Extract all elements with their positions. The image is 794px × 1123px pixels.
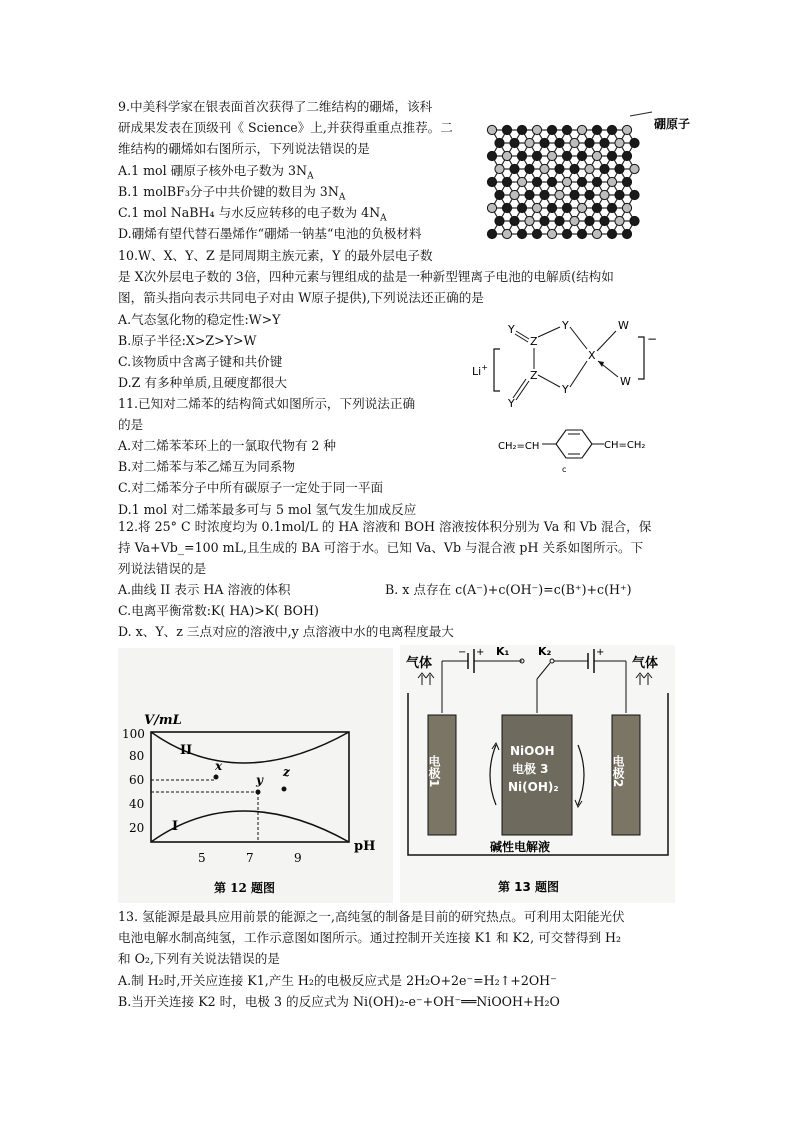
svg-text:Y: Y — [508, 397, 515, 410]
boron-atom — [532, 229, 541, 238]
boron-atom — [622, 229, 631, 238]
q11-option-c: C.对二烯苯分子中所有碳原子一定处于同一平面 — [118, 480, 384, 495]
svg-text:Y: Y — [562, 319, 569, 332]
boron-atom — [607, 229, 616, 238]
fig13-electrode-3-mid: 电极 3 — [512, 762, 549, 776]
q13-option-a: A.制 H₂时,开关应连接 K1,产生 H₂的电极反应式是 2H₂O+2e⁻=H₂↑+2OH⁻ — [118, 973, 557, 988]
boron-atom — [600, 190, 609, 199]
q9-option-c-text: C.1 mol NaBH₄ 与水反应转移的电子数为 4N — [118, 205, 381, 220]
q10-option-c: C.该物质中含离子键和共价键 — [118, 354, 283, 369]
boron-atom — [570, 164, 579, 173]
boron-atom — [540, 190, 549, 199]
q11-option-d: D.1 mol 对二烯苯最多可与 5 mol 氢气发生加成反应 — [118, 502, 417, 517]
boron-atom — [540, 138, 549, 147]
boron-atom — [525, 138, 534, 147]
boron-atom — [592, 203, 601, 212]
boron-atom — [502, 177, 511, 186]
boron-atom — [525, 216, 534, 225]
q13-stem-line1: 13. 氢能源是最具应用前景的能源之一,高纯氢的制备是目前的研究热点。可利用太阳能光伏 — [118, 909, 625, 924]
boron-atom — [592, 125, 601, 134]
boron-atom — [585, 190, 594, 199]
svg-text:Z: Z — [530, 369, 538, 382]
fig13-switch-k1: K₁ — [496, 645, 510, 658]
boron-atom — [630, 138, 639, 147]
boron-atom — [547, 125, 556, 134]
borophene-figure — [480, 100, 691, 260]
svg-text:Z: Z — [530, 335, 538, 348]
lithium-salt-structure — [470, 315, 670, 410]
boron-atom — [607, 203, 616, 212]
q9-option-b-sub: A — [338, 192, 346, 203]
boron-atom — [622, 151, 631, 160]
fig12-y-tick: 80 — [129, 749, 145, 763]
figure-13-electrolysis — [400, 645, 675, 903]
boron-atom — [570, 216, 579, 225]
svg-text:CH=CH₂: CH=CH₂ — [604, 440, 646, 451]
svg-text:Y: Y — [562, 383, 569, 396]
boron-atom — [532, 177, 541, 186]
q10-option-b: B.原子半径:X>Z>Y>W — [118, 333, 257, 348]
svg-text:X: X — [588, 349, 596, 362]
boron-atom — [630, 216, 639, 225]
q11-stem-line1: 11.已知对二烯苯的结构简式如图所示，下列说法正确 — [118, 396, 416, 411]
fig12-caption: 第 12 题图 — [214, 881, 276, 895]
figure-12-graph — [118, 648, 393, 903]
boron-atom — [630, 190, 639, 199]
boron-atom — [622, 203, 631, 212]
q9-option-a-text: A.1 mol 硼原子核外电子数为 3N — [118, 163, 308, 178]
boron-atom — [495, 190, 504, 199]
fig12-x-tick: 5 — [198, 851, 206, 865]
fig13-electrode-1: 电极1 — [427, 755, 441, 788]
boron-atom — [547, 151, 556, 160]
fig12-y-tick: 20 — [129, 821, 145, 835]
boron-atom — [577, 125, 586, 134]
boron-atom — [585, 216, 594, 225]
q13-option-b: B.当开关连接 K2 时，电极 3 的反应式为 Ni(OH)₂-e⁻+OH⁻══NiOOH+H₂O — [118, 994, 560, 1009]
boron-atom — [592, 177, 601, 186]
fig13-gas-right: 气体 — [632, 656, 659, 671]
boron-atom — [487, 229, 496, 238]
boron-atom — [607, 125, 616, 134]
boron-atom — [607, 151, 616, 160]
boron-atom — [592, 229, 601, 238]
boron-atom — [495, 164, 504, 173]
fig12-y-tick: 40 — [129, 797, 145, 811]
boron-atom — [555, 138, 564, 147]
boron-atom — [562, 177, 571, 186]
boron-atom — [547, 229, 556, 238]
q11-option-b: B.对二烯苯与苯乙烯互为同系物 — [118, 459, 295, 474]
q12-option-a: A.曲线 II 表示 HA 溶液的体积 — [118, 582, 291, 597]
boron-atom — [495, 216, 504, 225]
boron-atom — [540, 216, 549, 225]
boron-atom — [570, 138, 579, 147]
boron-atom — [502, 229, 511, 238]
fig13-switch-k2: K₂ — [538, 645, 552, 658]
q11-stem-line2: 的是 — [118, 417, 144, 432]
boron-atom — [577, 229, 586, 238]
fig12-y-axis-label: V/mL — [144, 713, 182, 728]
boron-atom — [562, 229, 571, 238]
boron-atom-label: 硼原子 — [654, 117, 691, 131]
q10-option-d: D.Z 有多种单质,且硬度都很大 — [118, 375, 287, 390]
boron-atom — [555, 164, 564, 173]
boron-atom — [510, 138, 519, 147]
q9-stem-line2: 研成果发表在顶级刊《 Science》上,并获得重重点推荐。二 — [118, 120, 453, 135]
boron-atom — [600, 216, 609, 225]
boron-atom — [555, 216, 564, 225]
boron-atom — [600, 164, 609, 173]
boron-atom — [517, 151, 526, 160]
boron-atom — [510, 190, 519, 199]
svg-text:−: − — [647, 332, 658, 346]
q9-stem-line3: 维结构的硼烯如右图所示，下列说法错误的是 — [118, 141, 370, 156]
boron-atom — [547, 177, 556, 186]
boron-atom — [487, 177, 496, 186]
svg-text:c: c — [562, 465, 567, 474]
q10-stem-line1: 10.W、X、Y、Z 是同周期主族元素，Y 的最外层电子数 — [118, 248, 433, 263]
fig13-electrolyte-label: 碱性电解液 — [490, 840, 551, 854]
fig12-x-tick: 7 — [246, 851, 254, 865]
boron-atom — [562, 125, 571, 134]
boron-atom — [540, 164, 549, 173]
boron-atom — [585, 164, 594, 173]
boron-atom — [615, 138, 624, 147]
q10-option-a: A.气态氢化物的稳定性:W>Y — [118, 312, 281, 327]
boron-atom — [510, 164, 519, 173]
fig13-gas-left: 气体 — [406, 656, 433, 671]
q10-stem-line2: 是 X次外层电子数的 3倍，四种元素与锂组成的盐是一种新型锂离子电池的电解质(结构如 — [118, 269, 614, 284]
svg-text:+: + — [476, 647, 485, 658]
svg-text:Y: Y — [508, 323, 515, 336]
fig12-y-tick: 100 — [122, 727, 145, 741]
fig13-electrode-3-bottom: Ni(OH)₂ — [508, 780, 559, 794]
boron-atom — [502, 125, 511, 134]
boron-atom — [525, 164, 534, 173]
fig12-point-z: z — [283, 765, 290, 779]
q9-option-a-sub: A — [307, 171, 314, 182]
fig13-electrode-3-top: NiOOH — [510, 744, 555, 758]
svg-text:+: + — [596, 647, 605, 658]
boron-atom — [517, 229, 526, 238]
divinylbenzene-structure — [496, 422, 676, 482]
fig12-x-tick: 9 — [294, 851, 302, 865]
svg-text:Li+: Li+ — [472, 363, 488, 378]
boron-atom — [510, 216, 519, 225]
q9-stem-line1: 9.中美科学家在银表面首次获得了二维结构的硼烯，该科 — [118, 99, 433, 114]
boron-atom — [532, 203, 541, 212]
boron-atom — [487, 125, 496, 134]
fig12-curve-1-label: I — [172, 819, 179, 834]
boron-atom — [495, 138, 504, 147]
q10-stem-line3: 图，箭头指向表示共同电子对由 W原子提供),下列说法还正确的是 — [118, 290, 484, 305]
boron-atom — [615, 216, 624, 225]
fig12-x-axis-label: pH — [354, 839, 376, 854]
boron-atom — [630, 164, 639, 173]
boron-atom — [525, 190, 534, 199]
svg-text:−: − — [458, 647, 467, 658]
fig12-y-tick: 60 — [129, 773, 145, 787]
boron-atom — [517, 125, 526, 134]
boron-atom — [577, 203, 586, 212]
boron-atom — [570, 190, 579, 199]
fig12-curve-2-label: II — [180, 743, 193, 758]
q12-stem-line2: 持 Va+Vb_=100 mL,且生成的 BA 可溶于水。已知 Va、Vb 与混合液 pH 关系如图所示。下 — [118, 540, 644, 555]
boron-atom — [532, 125, 541, 134]
boron-atom — [562, 151, 571, 160]
q9-option-b-text: B.1 molBF₃分子中共价键的数目为 3N — [118, 184, 339, 199]
boron-atom — [622, 125, 631, 134]
boron-atom — [607, 177, 616, 186]
boron-atom — [562, 203, 571, 212]
boron-atom — [622, 177, 631, 186]
q9-option-d: D.硼烯有望代替石墨烯作“硼烯一钠基“电池的负极材料 — [118, 226, 422, 241]
boron-atom — [592, 151, 601, 160]
boron-atom — [502, 203, 511, 212]
boron-atom — [487, 203, 496, 212]
boron-atom — [547, 203, 556, 212]
q12-stem-line3: 列说法错误的是 — [118, 561, 207, 576]
fig12-point-y: y — [256, 773, 263, 787]
boron-atom — [517, 203, 526, 212]
boron-atom — [577, 177, 586, 186]
boron-atom — [532, 151, 541, 160]
q13-stem-line2: 电池电解水制高纯氢，工作示意图如图所示。通过控制开关连接 K1 和 K2, 可交替得到 H₂ — [118, 930, 622, 945]
boron-atom — [600, 138, 609, 147]
boron-atom — [615, 190, 624, 199]
svg-text:W: W — [620, 375, 631, 388]
boron-atom — [577, 151, 586, 160]
fig13-electrode-2: 电极2 — [611, 755, 625, 788]
fig13-caption: 第 13 题图 — [498, 880, 560, 894]
boron-atom — [517, 177, 526, 186]
q9-option-c-sub: A — [380, 213, 387, 224]
q12-stem-line1: 12.将 25° C 时浓度均为 0.1mol/L 的 HA 溶液和 BOH 溶液按体积分别为 Va 和 Vb 混合，保 — [118, 519, 652, 534]
q11-option-a: A.对二烯苯苯环上的一氯取代物有 2 种 — [118, 438, 337, 453]
boron-atom — [585, 138, 594, 147]
fig12-point-x: x — [215, 759, 223, 773]
svg-text:W: W — [618, 319, 629, 332]
boron-atom — [555, 190, 564, 199]
boron-atom — [487, 151, 496, 160]
q12-option-d: D. x、Y、z 三点对应的溶液中,y 点溶液中水的电离程度最大 — [118, 624, 454, 639]
boron-atom — [615, 164, 624, 173]
q12-option-b: B. x 点存在 c(A⁻)+c(OH⁻)=c(B⁺)+c(H⁺) — [385, 582, 632, 597]
q12-option-c: C.电离平衡常数:K( HA)>K( BOH) — [118, 603, 319, 618]
q13-stem-line3: 和 O₂,下列有关说法错误的是 — [118, 951, 280, 966]
svg-text:CH₂=CH: CH₂=CH — [498, 441, 540, 452]
boron-atom — [502, 151, 511, 160]
